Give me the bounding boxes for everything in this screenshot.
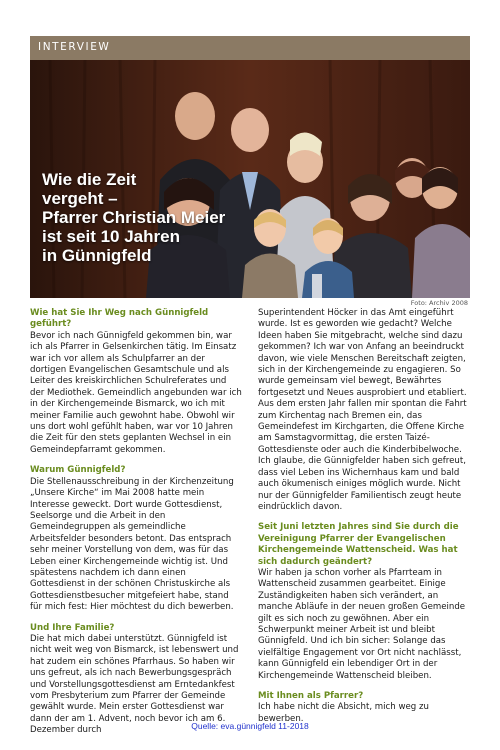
section-header-bar (30, 36, 470, 60)
interview-answer: Die Stellenausschreibung in der Kirchenzeitung „Unsere Kirche“ im Mai 2008 hatte mein Interesse geweckt. Dort wurde Gottesdienst, Seelsorge und die Arbeit in den Gemeindegruppen als gemeindliche Arbeitsfelder besonders betont. Das entsprach sehr meiner Vorstellung von dem, was für das Leben einer Kirchengemeinde wichtig ist. Und spätestens nachdem ich dann einen Gottesdienst in der schönen Christuskirche als Gottesdienstbesucher mitgefeiert habe, stand für mich fest: Hier möchtest du dich bewerben. (30, 476, 234, 613)
headline-line: in Günnigfeld (42, 246, 152, 265)
interview-answer: Ich habe nicht die Absicht, mich weg zu bewerben. (258, 702, 429, 724)
interview-question: Wie hat Sie Ihr Weg nach Günnigfeld geführt? (30, 308, 209, 330)
section-label: INTERVIEW (38, 41, 111, 53)
interview-answer: Superintendent Höcker in das Amt eingeführt wurde. Ist es geworden wie gedacht? Welche Ideen haben Sie mitgebracht, welche sind dazu gekommen? Ich war von Anfang an beeindruckt davon, wie viele Menschen Bereitschaft zeigten, sich in der Kirchengemeinde zu engagieren. So wurde gemeinsam viel bewegt, Bewährtes fortgesetzt und Neues ausprobiert und etabliert. Aus dem ersten Jahr fallen mir spontan die Fahrt zum Kirchentag nach Bremen ein, das Gemeindefest im Kirchgarten, die Offene Kirche am Samstagvormittag, die ersten Taizé-Gottesdienste oder auch die Kinderbibelwoche. Ich glaube, die Günnigfelder haben sich gefreut, dass viel Leben ins Wichernhaus kam und bald auch ökumenisch einiges möglich wurde. Nicht nur der Günnigfelder Familientisch zeugt heute eindrücklich davon. (258, 308, 467, 512)
article-headline (42, 170, 242, 265)
headline-line: Pfarrer Christian Meier (42, 208, 226, 227)
headline-line: Wie die Zeit (42, 170, 137, 189)
group-photo (30, 60, 470, 298)
interview-question: Warum Günnigfeld? (30, 465, 126, 476)
interview-answer: Bevor ich nach Günnigfeld gekommen bin, war ich als Pfarrer in Gelsenkirchen tätig. Im Einsatz war ich vor allem als Schulpfarrer an der dortigen Evangelischen Gesamtschule und als Leiter des kreiskirchlichen Schulreferates und der Mediothek. Gemeindlich angebunden war ich in der Kirchengemeinde Bismarck, wo ich mit meiner Familie auch gewohnt habe. Obwohl wir uns dort wohl gefühlt haben, war vor 10 Jahren die Zeit für den stets geplanten Wechsel in ein Gemeindepfarramt gekommen. (30, 330, 242, 455)
photo-credit: Foto: Archiv 2008 (410, 299, 468, 307)
interview-question: Und Ihre Familie? (30, 622, 115, 633)
left-column (30, 308, 242, 746)
source-caption: Quelle: eva.günnigfeld 11-2018 (191, 721, 309, 731)
headline-line: vergeht – (42, 189, 118, 208)
interview-question: Seit Juni letzten Jahres sind Sie durch die Vereinigung Pfarrer der Evangelischen Kirchengemeinde Wattenscheid. Was hat sich dadurch geändert? (258, 522, 459, 567)
right-column (258, 308, 470, 734)
headline-line: ist seit 10 Jahren (42, 227, 180, 246)
interview-answer: Die hat mich dabei unterstützt. Günnigfeld ist nicht weit weg von Bismarck, ist lebenswert und hat zudem ein schönes Pfarrhaus. So haben wir uns gefreut, als ich nach Bewerbungsgespräch und Vorstellungsgottesdienst am Erntedankfest vom Presbyterium zum Pfarrer der Gemeinde gewählt wurde. Mein erster Gottesdienst war dann der am 1. Advent, noch bevor ich am 6. Dezember durch (30, 633, 239, 736)
interview-answer: Wir haben ja schon vorher als Pfarrteam in Wattenscheid zusammen gearbeitet. Einige Zuständigkeiten haben sich verändert, an manche Abläufe in der neuen großen Gemeinde gilt es sich noch zu gewöhnen. Aber ein Schwerpunkt meiner Arbeit ist und bleibt Günnigfeld. Und ich bin sicher: Solange das vielfältige Engagement vor Ort nicht nachlässt, kann Günnigfeld ein lebendiger Ort in der Kirchengemeinde Wattenscheid bleiben. (258, 567, 466, 681)
interview-question: Mit Ihnen als Pfarrer? (258, 691, 364, 701)
